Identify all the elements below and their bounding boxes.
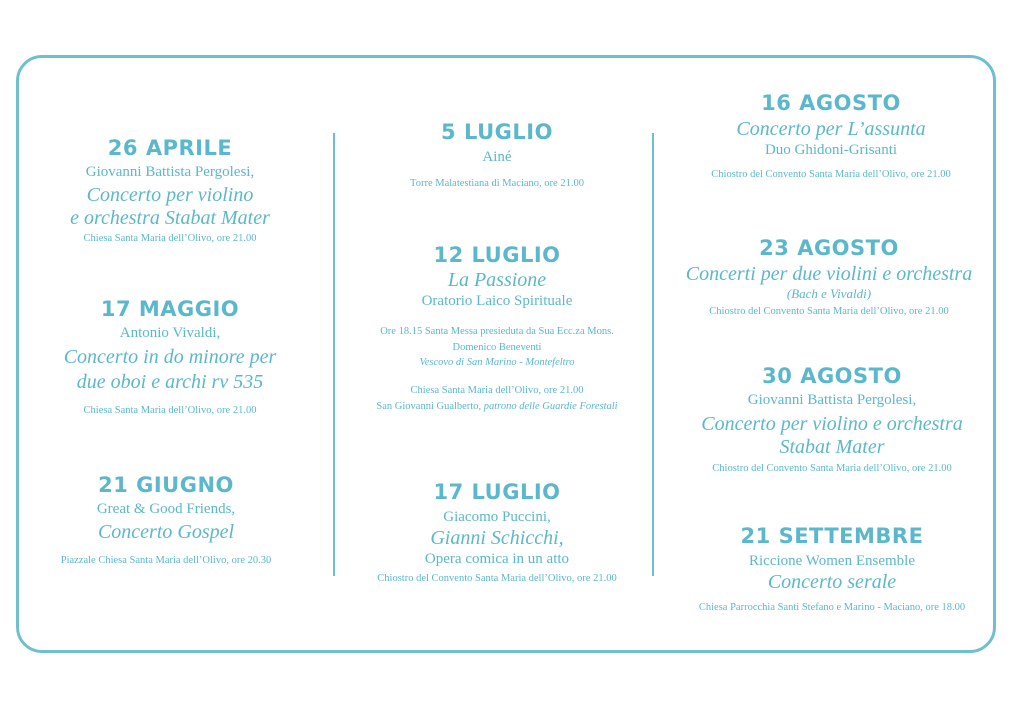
event-17-maggio xyxy=(64,297,277,418)
event-performer: Ainé xyxy=(482,149,512,165)
event-subtitle: Oratorio Laico Spirituale xyxy=(421,293,573,309)
event-place: Chiesa Santa Maria dell’Olivo, ore 21.00 xyxy=(83,233,257,244)
event-5-luglio xyxy=(410,120,584,191)
event-subtitle: (Bach e Vivaldi) xyxy=(786,286,872,301)
event-date: 30 AGOSTO xyxy=(762,364,902,388)
event-title: e orchestra Stabat Mater xyxy=(70,207,270,229)
event-place: Chiostro del Convento Santa Maria dell’Olivo, ore 21.00 xyxy=(712,463,952,474)
event-date: 21 GIUGNO xyxy=(98,473,234,497)
event-place: Torre Malatestiana di Maciano, ore 21.00 xyxy=(410,178,584,189)
event-note xyxy=(376,400,617,414)
event-place: Chiostro del Convento Santa Maria dell’Olivo, ore 21.00 xyxy=(709,306,949,317)
event-performer: Riccione Women Ensemble xyxy=(749,553,915,569)
event-date: 16 AGOSTO xyxy=(761,91,901,115)
event-title: Concerto serale xyxy=(767,571,897,593)
event-performer: Great & Good Friends, xyxy=(96,501,236,517)
event-title: Concerto in do minore per xyxy=(63,346,277,368)
event-date: 26 APRILE xyxy=(107,136,233,160)
event-place: Chiostro del Convento Santa Maria dell’Olivo, ore 21.00 xyxy=(711,169,951,180)
event-title: Concerto per violino xyxy=(86,184,254,206)
event-17-luglio xyxy=(377,480,616,586)
event-date: 17 LUGLIO xyxy=(433,480,561,504)
event-note: Vescovo di San Marino - Montefeltro xyxy=(419,357,575,368)
event-note-patron: patrono delle Guardie Forestali xyxy=(483,401,618,412)
event-title: Concerti per due violini e orchestra xyxy=(685,263,973,285)
column-divider-left xyxy=(333,133,335,576)
event-title: Gianni Schicchi, xyxy=(430,527,564,549)
event-21-giugno xyxy=(61,473,272,568)
event-title: Concerto per violino e orchestra xyxy=(701,413,963,435)
event-title: Concerto per L’assunta xyxy=(736,118,926,140)
event-date: 23 AGOSTO xyxy=(759,236,899,260)
event-21-settembre xyxy=(699,524,965,615)
event-date: 17 MAGGIO xyxy=(100,297,240,321)
event-composer: Giovanni Battista Pergolesi, xyxy=(85,164,255,180)
event-place: Chiostro del Convento Santa Maria dell’Olivo, ore 21.00 xyxy=(377,573,617,584)
event-30-agosto xyxy=(701,364,962,476)
event-title: Stabat Mater xyxy=(779,436,885,458)
event-composer: Antonio Vivaldi, xyxy=(119,325,221,341)
event-12-luglio xyxy=(376,243,617,414)
event-title: Concerto Gospel xyxy=(97,521,235,543)
event-title: due oboi e archi rv 535 xyxy=(76,371,264,393)
event-date: 5 LUGLIO xyxy=(441,120,553,144)
event-date: 21 SETTEMBRE xyxy=(740,524,924,548)
event-date: 12 LUGLIO xyxy=(433,243,561,267)
column-divider-right xyxy=(652,133,654,576)
event-23-agosto xyxy=(686,236,972,319)
event-place: Chiesa Santa Maria dell’Olivo, ore 21.00 xyxy=(410,385,584,396)
event-note: Domenico Beneventi xyxy=(452,342,542,353)
event-note: Ore 18.15 Santa Messa presieduta da Sua Ecc.za Mons. xyxy=(380,326,614,337)
event-composer: Giacomo Puccini, xyxy=(443,509,551,525)
event-performer: Duo Ghidoni-Grisanti xyxy=(764,142,898,158)
event-26-aprile xyxy=(70,136,270,246)
event-title: La Passione xyxy=(447,269,547,291)
event-16-agosto xyxy=(711,91,950,182)
event-place: Chiesa Parrocchia Santi Stefano e Marino - Maciano, ore 18.00 xyxy=(698,602,966,613)
event-note-saint: San Giovanni Gualberto, xyxy=(376,401,484,412)
event-place: Chiesa Santa Maria dell’Olivo, ore 21.00 xyxy=(83,405,257,416)
event-composer: Giovanni Battista Pergolesi, xyxy=(747,392,917,408)
event-subtitle: Opera comica in un atto xyxy=(424,551,570,567)
event-place: Piazzale Chiesa Santa Maria dell’Olivo, ore 20.30 xyxy=(60,555,272,566)
